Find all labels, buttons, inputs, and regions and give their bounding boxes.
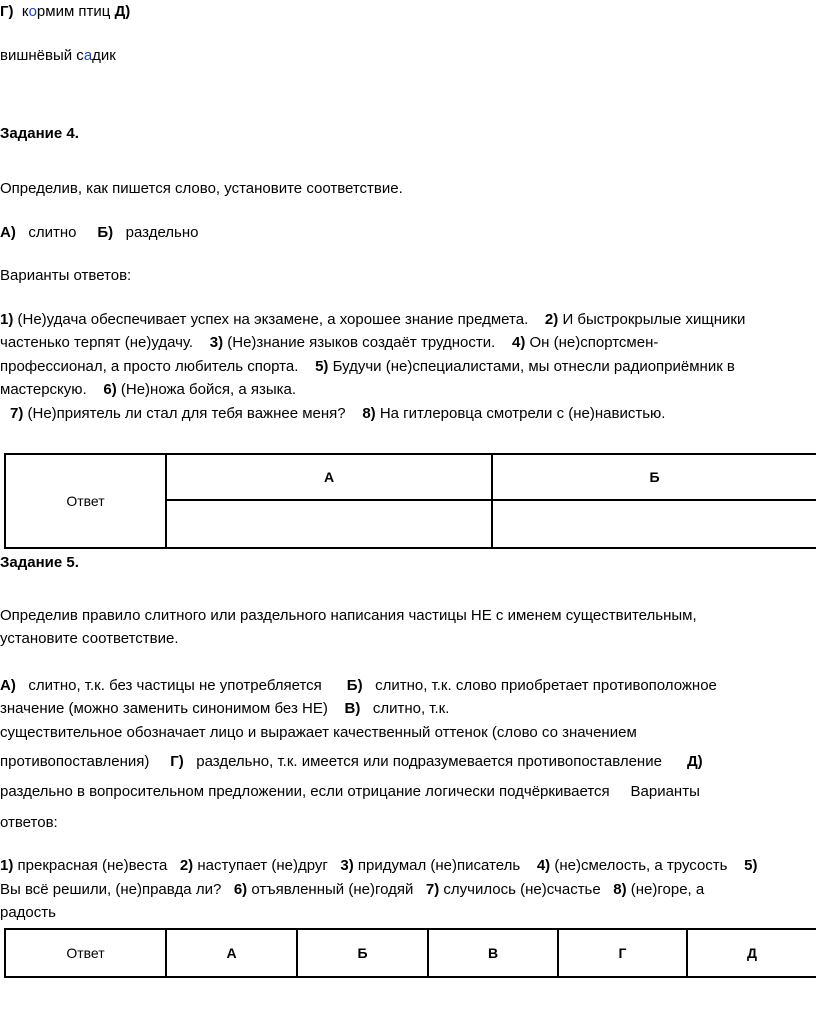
task4-title: Задание 4.: [0, 125, 79, 142]
answer-cell-b[interactable]: [492, 500, 816, 548]
answer-col-d: Д: [687, 929, 816, 977]
task5-instruction-1: Определив правило слитного или раздельного написания частицы НЕ с именем существительным,: [0, 607, 697, 624]
answer-col-b: Б: [297, 929, 428, 977]
task4-list-line: профессионал, а просто любитель спорта. 5) Будучи (не)специалистами, мы отнесли радиоприёмник в: [0, 358, 735, 375]
task5-title: Задание 5.: [0, 554, 79, 571]
task5-rules-line: существительное обозначает лицо и выражает качественный оттенок (слово со значением: [0, 724, 637, 741]
task4-options: А) слитно Б) раздельно: [0, 224, 199, 241]
option-d-label: Д): [114, 3, 131, 20]
task4-answer-table: [4, 453, 816, 549]
answer-row-label: Ответ: [5, 454, 166, 548]
answer-col-g: Г: [558, 929, 687, 977]
answer-col-a: А: [166, 454, 492, 500]
task5-rules-line: значение (можно заменить синонимом без НЕ) В) слитно, т.к.: [0, 700, 450, 717]
task4-list-line: 7) (Не)приятель ли стал для тебя важнее меня? 8) На гитлеровца смотрели с (не)навистью.: [10, 405, 666, 422]
task5-list-line: 1) прекрасная (не)веста 2) наступает (не)друг 3) придумал (не)писатель 4) (не)смелость, а трусость 5): [0, 857, 758, 874]
task4-list-line: мастерскую. 6) (Не)ножа бойся, а языка.: [0, 381, 297, 398]
task5-rules-line: А) слитно, т.к. без частицы не употребляется Б) слитно, т.к. слово приобретает противоположное: [0, 677, 717, 694]
answer-cell-a[interactable]: [166, 500, 492, 548]
task4-instruction: Определив, как пишется слово, установите соответствие.: [0, 180, 403, 197]
task4-list-line: 1) (Не)удача обеспечивает успех на экзамене, а хорошее знание предмета. 2) И быстрокрылые хищники: [0, 311, 746, 328]
task5-instruction-2: установите соответствие.: [0, 630, 179, 647]
option-g-label: Г): [0, 3, 14, 20]
answer-row-label: Ответ: [5, 929, 166, 977]
answer-col-v: В: [428, 929, 558, 977]
task4-list-line: частенько терпят (не)удачу. 3) (Не)знание языков создаёт трудности. 4) Он (не)спортсмен-: [0, 334, 659, 351]
top-line-1: [0, 2, 130, 22]
word-kormim: кормим птиц: [21, 3, 111, 20]
task5-rules-line: противопоставления) Г) раздельно, т.к. имеется или подразумевается противопоставление Д): [0, 753, 703, 770]
task5-answer-table: [4, 928, 816, 978]
task4-variants-label: Варианты ответов:: [0, 267, 132, 284]
word-sadik: вишнёвый садик: [0, 47, 116, 64]
task5-rules-line: раздельно в вопросительном предложении, если отрицание логически подчёркивается Варианты: [0, 783, 700, 800]
task5-variants-label: ответов:: [0, 814, 58, 831]
task5-list-line: радость: [0, 904, 56, 921]
task5-list-line: Вы всё решили, (не)правда ли? 6) отъявленный (не)годяй 7) случилось (не)счастье 8) (не)горе, а: [0, 881, 705, 898]
answer-col-b: Б: [492, 454, 816, 500]
answer-col-a: А: [166, 929, 297, 977]
